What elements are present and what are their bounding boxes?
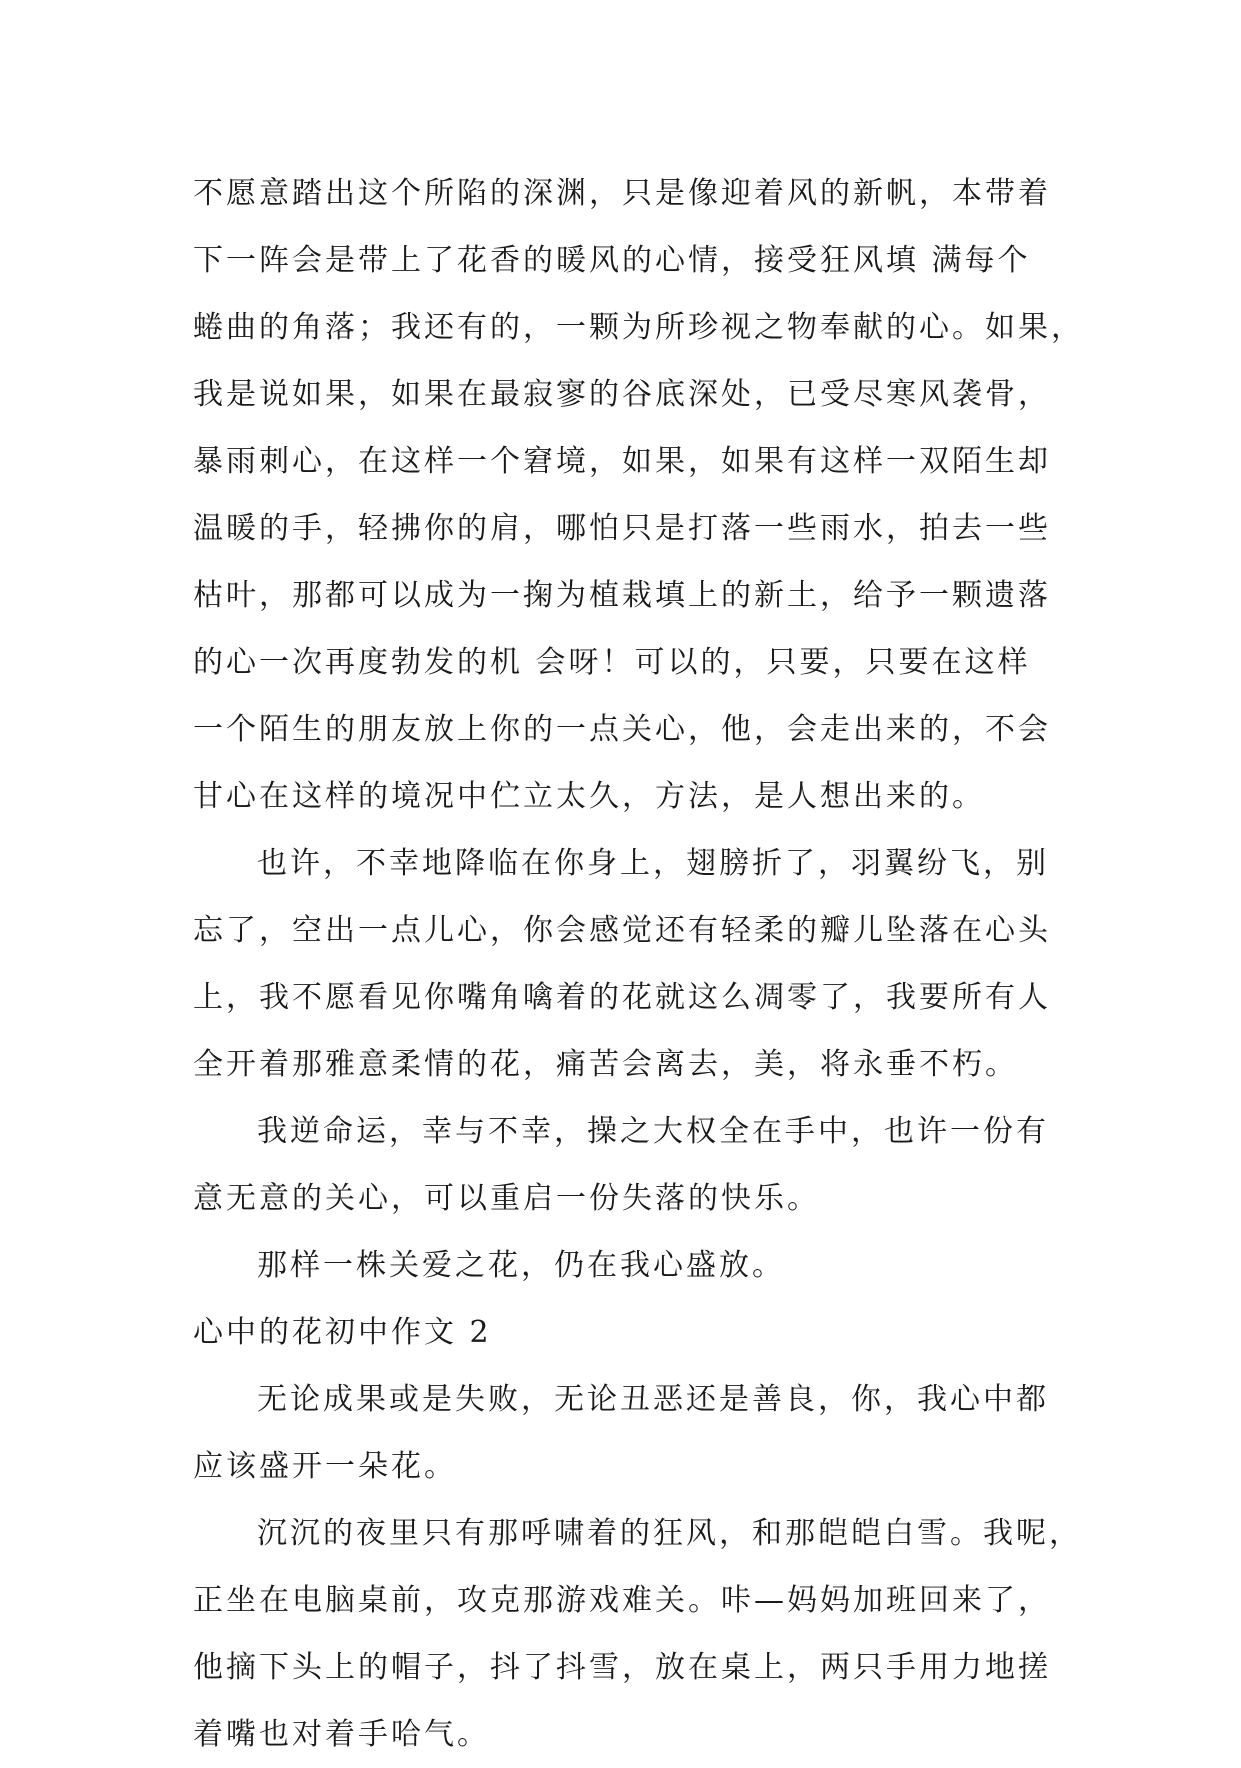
text-line: 全开着那雅意柔情的花，痛苦会离去，美，将永垂不朽。	[193, 1047, 1018, 1082]
text-line: 上，我不愿看见你嘴角噙着的花就这么凋零了，我要所有人	[193, 980, 1051, 1015]
text-line: 忘了，空出一点儿心，你会感觉还有轻柔的瓣儿坠落在心头	[193, 913, 1051, 948]
text-line: 我逆命运，幸与不幸，操之大权全在手中，也许一份有	[257, 1114, 1049, 1149]
text-line: 暴雨刺心，在这样一个窘境，如果，如果有这样一双陌生却	[193, 444, 1051, 479]
text-line: 蜷曲的角落；我还有的，一颗为所珍视之物奉献的心。如果，	[193, 310, 1084, 345]
text-line: 甘心在这样的境况中伫立太久，方法，是人想出来的。	[193, 779, 985, 814]
text-line: 无论成果或是失败，无论丑恶还是善良，你，我心中都	[257, 1382, 1049, 1417]
text-line: 的心一次再度勃发的机 会呀！可以的，只要，只要在这样	[193, 645, 1031, 680]
text-line: 正坐在电脑桌前，攻克那游戏难关。咔—妈妈加班回来了，	[193, 1583, 1051, 1618]
text-line: 应该盛开一朵花。	[193, 1449, 457, 1484]
text-line: 着嘴也对着手哈气。	[193, 1717, 490, 1752]
text-line: 一个陌生的朋友放上你的一点关心，他，会走出来的，不会	[193, 712, 1051, 747]
text-line: 也许，不幸地降临在你身上，翅膀折了，羽翼纷飞，别	[257, 846, 1049, 881]
essay-body	[193, 160, 1084, 1768]
text-line: 下一阵会是带上了花香的暖风的心情，接受狂风填 满每个	[193, 243, 1031, 278]
text-line: 那样一株关爱之花，仍在我心盛放。	[257, 1248, 785, 1283]
text-line: 意无意的关心，可以重启一份失落的快乐。	[193, 1181, 820, 1216]
text-line: 心中的花初中作文 2	[193, 1315, 492, 1350]
text-line: 他摘下头上的帽子，抖了抖雪，放在桌上，两只手用力地搓	[193, 1650, 1051, 1685]
text-line: 我是说如果，如果在最寂寥的谷底深处，已受尽寒风袭骨，	[193, 377, 1051, 412]
text-line: 枯叶，那都可以成为一掬为植栽填上的新土，给予一颗遗落	[193, 578, 1051, 613]
text-line: 沉沉的夜里只有那呼啸着的狂风，和那皑皑白雪。我呢，	[257, 1516, 1082, 1551]
text-line: 温暖的手，轻拂你的肩，哪怕只是打落一些雨水，拍去一些	[193, 511, 1051, 546]
text-line: 不愿意踏出这个所陷的深渊，只是像迎着风的新帆，本带着	[193, 176, 1051, 211]
